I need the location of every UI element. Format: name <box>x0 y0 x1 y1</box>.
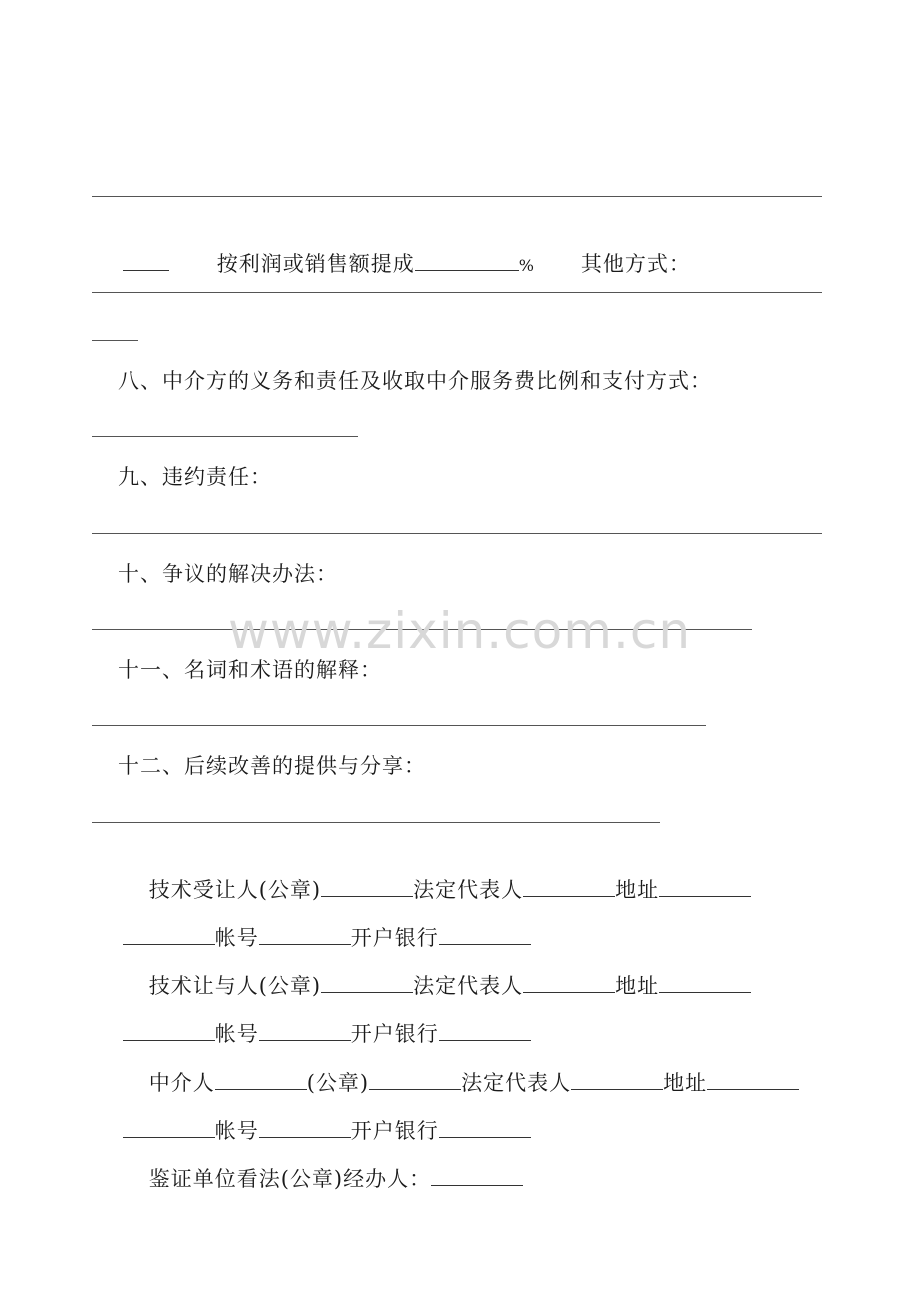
section-12-heading: 十二、后续改善的提供与分享： <box>118 754 426 778</box>
watermark-text: www.zixin.com.cn <box>228 602 692 660</box>
blank-intermediary-legal-rep <box>571 1069 663 1090</box>
blank-line-other <box>92 292 822 293</box>
intermediary-address-label: 地址 <box>663 1071 708 1095</box>
section-10-heading: 十、争议的解决办法： <box>118 562 338 586</box>
transferee-label: 技术受让人(公章) <box>148 878 322 902</box>
transferee-account-label: 帐号 <box>214 926 259 950</box>
transferor-address-label: 地址 <box>615 974 660 998</box>
blank-stub <box>92 340 138 341</box>
section-9-heading: 九、违约责任： <box>118 465 272 489</box>
blank-transferor-bank <box>439 1020 531 1041</box>
blank-intermediary-address <box>707 1069 799 1090</box>
transferee-legal-rep-label: 法定代表人 <box>413 878 524 902</box>
blank-transferor-address <box>659 972 751 993</box>
other-method-label: 其他方式： <box>580 252 691 276</box>
blank-transferee-address-cont <box>123 924 215 945</box>
intermediary-account-label: 帐号 <box>214 1119 259 1143</box>
intermediary-seal-label: (公章) <box>306 1071 370 1095</box>
blank-intermediary-account <box>259 1117 351 1138</box>
section-8-heading: 八、中介方的义务和责任及收取中介服务费比例和支付方式： <box>118 369 712 393</box>
blank-transferee-bank <box>439 924 531 945</box>
blank-line-section-8 <box>92 436 358 437</box>
notary-line <box>118 1137 523 1221</box>
blank-short <box>123 250 169 271</box>
intermediary-label: 中介人 <box>148 1071 215 1095</box>
blank-line-section-9 <box>92 533 822 534</box>
blank-transferor-account <box>259 1020 351 1041</box>
transferor-label: 技术让与人(公章) <box>148 974 322 998</box>
transferor-account-label: 帐号 <box>214 1022 259 1046</box>
transferor-bank-label: 开户银行 <box>350 1022 439 1046</box>
percent-sign: % <box>518 256 535 275</box>
transferee-address-label: 地址 <box>615 878 660 902</box>
notary-label: 鉴证单位看法(公章)经办人： <box>148 1167 432 1191</box>
intermediary-legal-rep-label: 法定代表人 <box>461 1071 572 1095</box>
profit-label: 按利润或销售额提成 <box>216 252 415 276</box>
blank-transferee-address <box>659 876 751 897</box>
blank-line-top <box>92 196 822 197</box>
profit-line <box>92 222 691 308</box>
transferor-legal-rep-label: 法定代表人 <box>413 974 524 998</box>
blank-intermediary-bank <box>439 1117 531 1138</box>
blank-notary-handler <box>431 1165 523 1186</box>
intermediary-bank-label: 开户银行 <box>350 1119 439 1143</box>
blank-intermediary-name <box>215 1069 307 1090</box>
blank-transferor-address-cont <box>123 1020 215 1041</box>
blank-intermediary-address-cont <box>123 1117 215 1138</box>
blank-line-section-12 <box>92 822 660 823</box>
blank-transferee-seal <box>321 876 413 897</box>
transferee-bank-label: 开户银行 <box>350 926 439 950</box>
blank-intermediary-seal <box>369 1069 461 1090</box>
blank-transferor-legal-rep <box>523 972 615 993</box>
section-11-heading: 十一、名词和术语的解释： <box>118 658 382 682</box>
blank-transferee-legal-rep <box>523 876 615 897</box>
blank-transferor-seal <box>321 972 413 993</box>
blank-line-section-11 <box>92 725 706 726</box>
blank-transferee-account <box>259 924 351 945</box>
blank-percent-value <box>415 250 519 271</box>
